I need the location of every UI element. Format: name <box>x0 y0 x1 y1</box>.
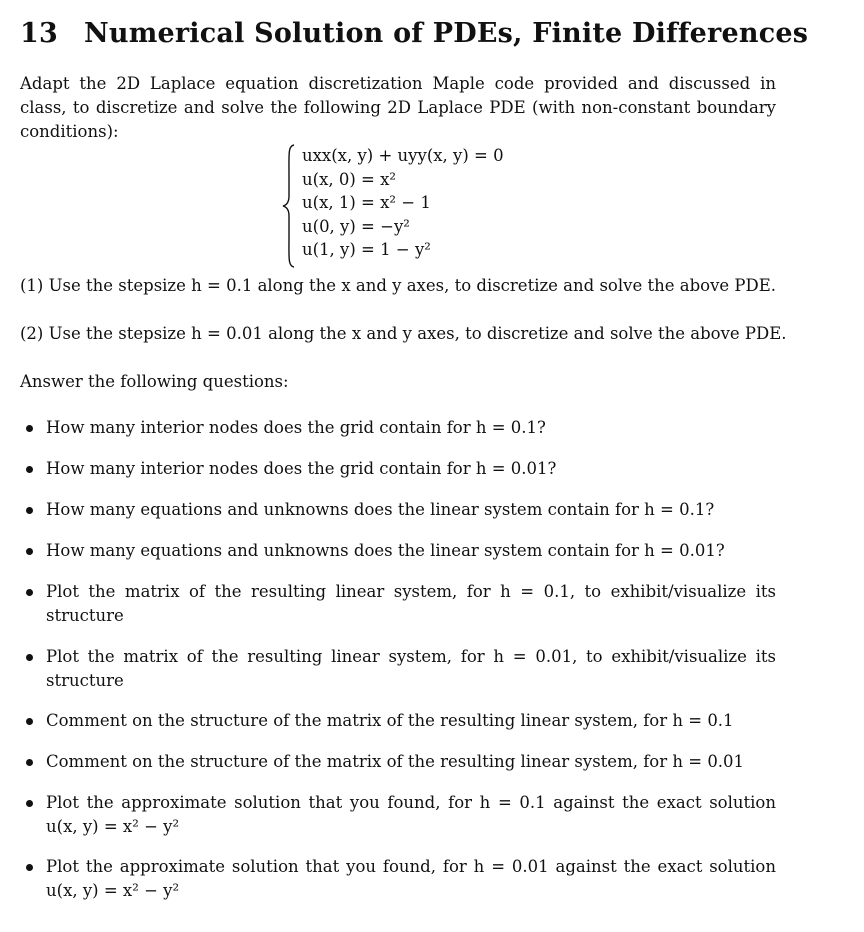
list-item <box>46 498 776 522</box>
question-text: How many interior nodes does the grid contain for h = 0.1? <box>46 418 546 437</box>
bullet-icon <box>26 589 33 596</box>
step-one: (1) Use the stepsize h = 0.1 along the x and y axes, to discretize and solve the above PDE. <box>20 276 777 295</box>
question-text: How many equations and unknowns does the linear system contain for h = 0.1? <box>46 500 715 519</box>
bullet-icon <box>26 548 33 555</box>
question-text: How many interior nodes does the grid contain for h = 0.01? <box>46 459 557 478</box>
list-item <box>46 791 776 839</box>
question-text: Comment on the structure of the matrix of the resulting linear system, for h = 0.1 <box>46 711 734 730</box>
list-item <box>46 580 776 628</box>
list-item <box>46 709 776 733</box>
bullet-icon <box>26 466 33 473</box>
section-number: 13 <box>20 18 58 49</box>
list-item <box>46 645 776 693</box>
section-title: Numerical Solution of PDEs, Finite Differences <box>84 18 809 49</box>
list-item <box>46 855 776 903</box>
equation-bc-right: u(1, y) = 1 − y² <box>302 240 431 259</box>
questions-heading: Answer the following questions: <box>20 372 289 391</box>
question-text: Plot the approximate solution that you found, for h = 0.1 against the exact solution u(x, y) = x² − y² <box>46 793 776 836</box>
question-text: How many equations and unknowns does the linear system contain for h = 0.01? <box>46 541 725 560</box>
bullet-icon <box>26 718 33 725</box>
question-text: Plot the matrix of the resulting linear system, for h = 0.1, to exhibit/visualize its structure <box>46 582 776 625</box>
bullet-icon <box>26 864 33 871</box>
question-text: Comment on the structure of the matrix of the resulting linear system, for h = 0.01 <box>46 752 745 771</box>
list-item <box>46 539 776 563</box>
list-item <box>46 457 776 481</box>
equation-bc-top: u(x, 1) = x² − 1 <box>302 193 431 212</box>
question-text: Plot the matrix of the resulting linear system, for h = 0.01, to exhibit/visualize its structure <box>46 647 776 690</box>
bullet-icon <box>26 654 33 661</box>
step-two: (2) Use the stepsize h = 0.01 along the x and y axes, to discretize and solve the above PDE. <box>20 324 787 343</box>
bullet-icon <box>26 507 33 514</box>
bullet-icon <box>26 800 33 807</box>
list-item <box>46 750 776 774</box>
equation-bc-left: u(0, y) = −y² <box>302 216 410 236</box>
bullet-icon <box>26 425 33 432</box>
intro-paragraph: Adapt the 2D Laplace equation discretization Maple code provided and discussed in class, to discretize and solve the following 2D Laplace PDE (with non-constant boundary conditions): <box>20 74 776 141</box>
question-text: Plot the approximate solution that you found, for h = 0.01 against the exact solution u(x, y) = x² − y² <box>46 857 776 900</box>
list-item <box>46 416 776 440</box>
section-heading <box>20 18 808 49</box>
equation-bc-bottom: u(x, 0) = x² <box>302 169 397 189</box>
bullet-icon <box>26 759 33 766</box>
left-brace-icon <box>282 144 296 268</box>
equation-laplace: uxx(x, y) + uyy(x, y) = 0 <box>302 146 504 165</box>
